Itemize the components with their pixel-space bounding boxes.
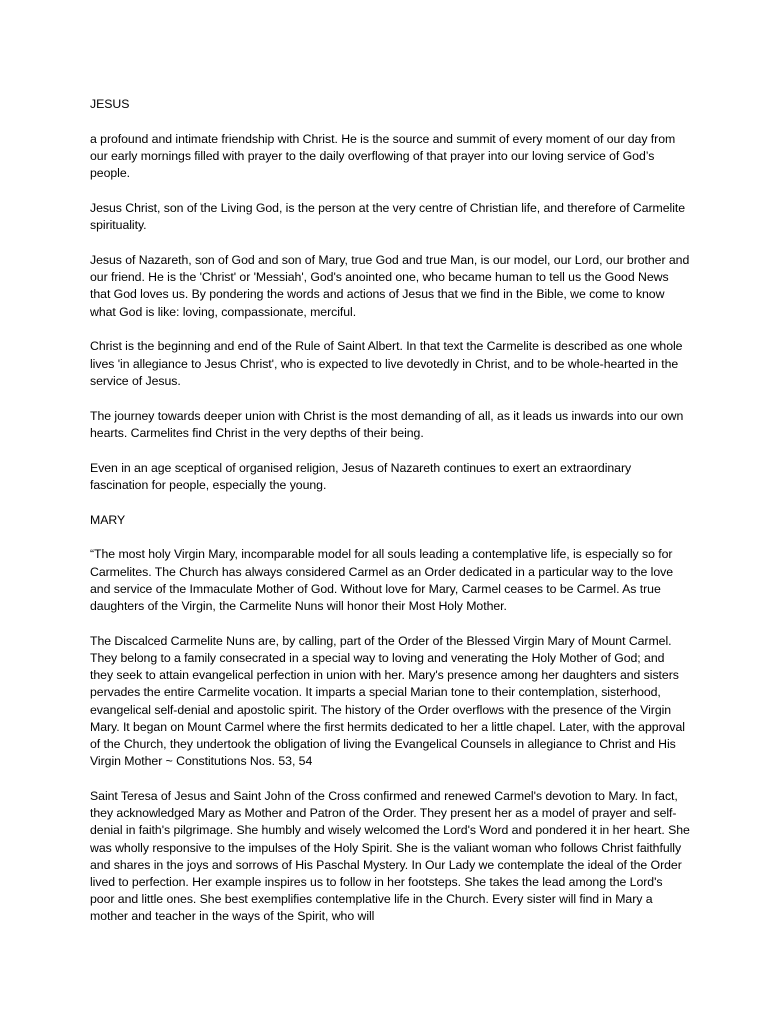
document-page: [90, 96, 690, 943]
jesus-paragraph-3: Jesus of Nazareth, son of God and son of Mary, true God and true Man, is our model, our Lord, our brother and our friend. He is the 'Christ' or 'Messiah', God's anointed one, who became human to tell us the Good News that God loves us. By pondering the words and actions of Jesus that we find in the Bible, we come to know what God is like: loving, compassionate, merciful.: [90, 253, 690, 319]
jesus-paragraph-1: a profound and intimate friendship with Christ. He is the source and summit of every moment of our day from our early mornings filled with prayer to the daily overflowing of that prayer into our loving service of God’s people.: [90, 131, 676, 181]
jesus-paragraph-6: Even in an age sceptical of organised religion, Jesus of Nazareth continues to exert an extraordinary fascination for people, especially the young.: [90, 460, 632, 492]
mary-paragraph-1: “The most holy Virgin Mary, incomparable model for all souls leading a contemplative life, is especially so for Carmelites. The Church has always considered Carmel as an Order dedicated in a particular way to the love and service of the Immaculate Mother of God. Without love for Mary, Carmel ceases to be Carmel. As true daughters of the Virgin, the Carmelite Nuns will honor their Most Holy Mother.: [90, 547, 674, 614]
jesus-paragraph-4: Christ is the beginning and end of the Rule of Saint Albert. In that text the Carmelite is described as one whole lives 'in allegiance to Jesus Christ', who is expected to live devotedly in Christ, and to be whole-hearted in the service of Jesus.: [90, 339, 683, 388]
mary-paragraph-2: The Discalced Carmelite Nuns are, by calling, part of the Order of the Blessed Virgin Mary of Mount Carmel. They belong to a family consecrated in a special way to loving and venerating the Holy Mother of God; and they seek to attain evangelical perfection in union with her. Mary's presence among her daughters and sisters pervades the entire Carmelite vocation. It imparts a special Marian tone to their contemplation, sisterhood, evangelical self-denial and apostolic spirit. The history of the Order overflows with the presence of the Virgin Mary. It began on Mount Carmel where the first hermits dedicated to her a little chapel. Later, with the approval of the Church, they undertook the obligation of living the Evangelical Counsels in allegiance to Christ and His Virgin Mother ~ Constitutions Nos. 53, 54: [90, 633, 685, 769]
jesus-paragraph-2: Jesus Christ, son of the Living God, is the person at the very centre of Christian life, and therefore of Carmelite spirituality.: [90, 201, 686, 233]
section-heading-mary: MARY: [90, 512, 126, 527]
jesus-paragraph-5: The journey towards deeper union with Christ is the most demanding of all, as it leads us inwards into our own hearts. Carmelites find Christ in the very depths of their being.: [90, 408, 684, 440]
mary-paragraph-3: Saint Teresa of Jesus and Saint John of the Cross confirmed and renewed Carmel's devotion to Mary. In fact, they acknowledged Mary as Mother and Patron of the Order. They present her as a model of prayer and self-denial in faith's pilgrimage. She humbly and wisely welcomed the Lord's Word and pondered it in her heart. She was wholly responsive to the impulses of the Holy Spirit. She is the valiant woman who follows Christ faithfully and shares in the joys and sorrows of His Paschal Mystery. In Our Lady we contemplate the ideal of the Order lived to perfection. Her example inspires us to follow in her footsteps. She takes the lead among the Lord's poor and little ones. She best exemplifies contemplative life in the Church. Every sister will find in Mary a mother and teacher in the ways of the Spirit, who will: [90, 789, 690, 924]
section-heading-jesus: JESUS: [90, 97, 130, 111]
